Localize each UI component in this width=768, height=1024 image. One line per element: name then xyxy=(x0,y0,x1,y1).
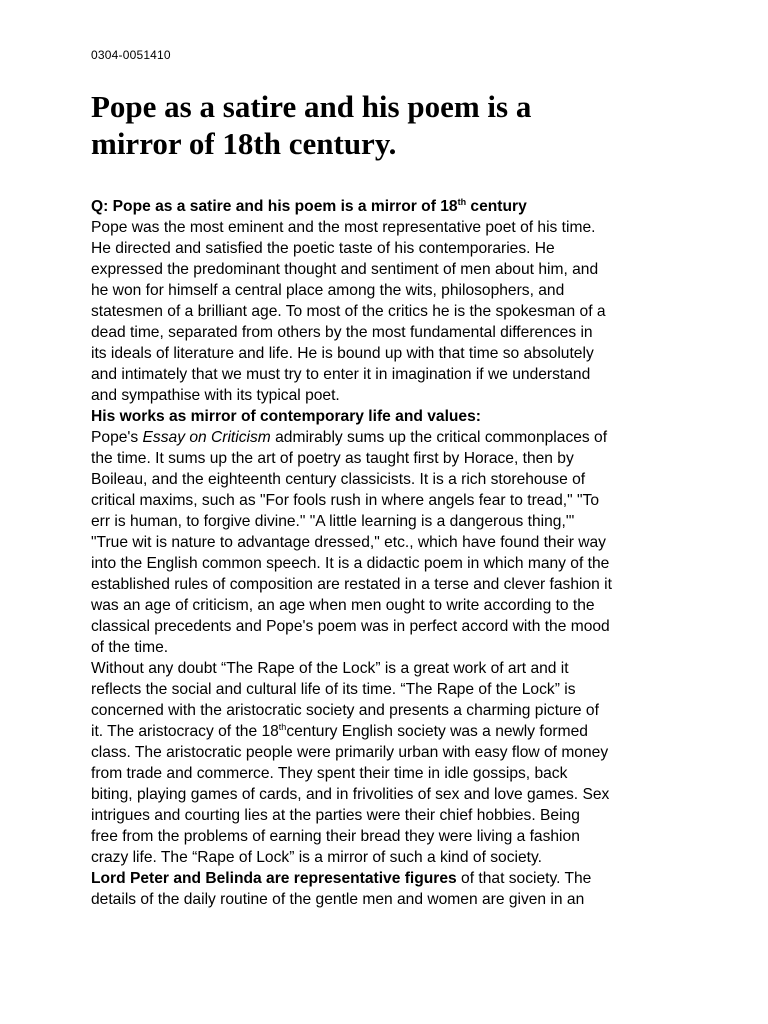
title-line: Pope as a satire and his poem is a xyxy=(91,89,532,124)
paragraph-line: was an age of criticism, an age when men ought to write according to the xyxy=(91,597,595,614)
question-text-end: century xyxy=(466,198,527,215)
paragraph-line: Pope was the most eminent and the most representative poet of his time. xyxy=(91,219,596,236)
paragraph-line: classical precedents and Pope's poem was in perfect accord with the mood xyxy=(91,618,610,635)
paragraph-line: err is human, to forgive divine." "A little learning is a dangerous thing,'" xyxy=(91,513,575,530)
document-title xyxy=(91,88,711,162)
paragraph-line: critical maxims, such as "For fools rush in where angels fear to tread," "To xyxy=(91,492,600,509)
paragraph-line: details of the daily routine of the gentle men and women are given in an xyxy=(91,891,585,908)
text-run: Pope's xyxy=(91,429,143,446)
book-title: Essay on Criticism xyxy=(142,429,271,446)
paragraph-line: He directed and satisfied the poetic taste of his contemporaries. He xyxy=(91,240,555,257)
paragraph-line: biting, playing games of cards, and in frivolities of sex and love games. Sex xyxy=(91,786,610,803)
text-run: of that society. The xyxy=(456,870,592,887)
paragraph-line: Without any doubt “The Rape of the Lock” is a great work of art and it xyxy=(91,660,569,677)
paragraph-line: intrigues and courting lies at the parties were their chief hobbies. Being xyxy=(91,807,580,824)
bold-phrase: Lord Peter and Belinda are representative figures xyxy=(91,870,457,887)
document-id: 0304-0051410 xyxy=(91,48,171,62)
paragraph-line: Boileau, and the eighteenth century classicists. It is a rich storehouse of xyxy=(91,471,586,488)
paragraph-line: from trade and commerce. They spent their time in idle gossips, back xyxy=(91,765,568,782)
paragraph-line: "True wit is nature to advantage dressed," etc., which have found their way xyxy=(91,534,606,551)
paragraph-line xyxy=(91,868,691,889)
question-text: Q: Pope as a satire and his poem is a mirror of 18 xyxy=(91,198,458,215)
paragraph-line: into the English common speech. It is a didactic poem in which many of the xyxy=(91,555,610,572)
text-run: admirably sums up the critical commonplaces of xyxy=(270,429,608,446)
paragraph-line: the time. It sums up the art of poetry as taught first by Horace, then by xyxy=(91,450,574,467)
paragraph-line: expressed the predominant thought and sentiment of men about him, and xyxy=(91,261,599,278)
paragraph-line: of the time. xyxy=(91,639,169,656)
paragraph-line: and intimately that we must try to enter it in imagination if we understand xyxy=(91,366,591,383)
section-heading: His works as mirror of contemporary life and values: xyxy=(91,408,481,425)
paragraph-line: statesmen of a brilliant age. To most of the critics he is the spokesman of a xyxy=(91,303,606,320)
superscript: th xyxy=(278,721,287,732)
text-run: it. The aristocracy of the 18 xyxy=(91,723,279,740)
superscript: th xyxy=(457,196,467,207)
paragraph-line xyxy=(91,721,691,742)
paragraph-line: reflects the social and cultural life of its time. “The Rape of the Lock” is xyxy=(91,681,576,698)
paragraph-line: crazy life. The “Rape of Lock” is a mirror of such a kind of society. xyxy=(91,849,542,866)
paragraph-line: class. The aristocratic people were primarily urban with easy flow of money xyxy=(91,744,609,761)
paragraph-line: its ideals of literature and life. He is bound up with that time so absolutely xyxy=(91,345,594,362)
title-line: mirror of 18th century. xyxy=(91,126,397,161)
paragraph-line: concerned with the aristocratic society and presents a charming picture of xyxy=(91,702,599,719)
paragraph-line xyxy=(91,427,691,448)
paragraph-line: he won for himself a central place among the wits, philosophers, and xyxy=(91,282,565,299)
document-body xyxy=(91,196,691,910)
paragraph-line: free from the problems of earning their bread they were living a fashion xyxy=(91,828,580,845)
paragraph-line: established rules of composition are restated in a terse and clever fashion it xyxy=(91,576,612,593)
paragraph-line: dead time, separated from others by the most fundamental differences in xyxy=(91,324,593,341)
paragraph-line: and sympathise with its typical poet. xyxy=(91,387,340,404)
question-heading xyxy=(91,196,691,217)
text-run: century English society was a newly formed xyxy=(286,723,588,740)
